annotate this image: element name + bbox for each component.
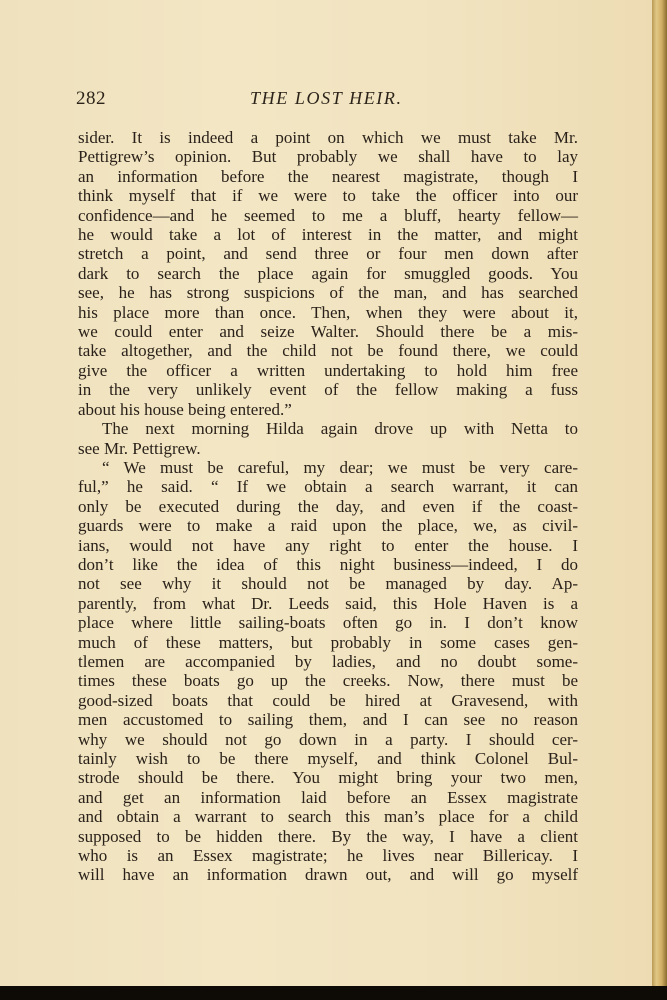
text-line: he would take a lot of interest in the matter, and might xyxy=(78,225,578,245)
text-line: ians, would not have any right to enter the house. I xyxy=(78,535,578,555)
text-line: sider. It is indeed a point on which we must take Mr. xyxy=(78,128,578,147)
running-title: THE LOST HEIR. xyxy=(250,88,403,108)
page-header xyxy=(76,88,578,112)
text-line: guards were to make a raid upon the place, we, as civil- xyxy=(78,516,578,536)
text-line: an information before the nearest magistrate, though I xyxy=(78,166,578,186)
text-line: “ We must be careful, my dear; we must be very care- xyxy=(102,457,578,477)
text-line: take altogether, and the child not be found there, we could xyxy=(78,341,578,361)
text-line: tlemen are accompanied by ladies, and no doubt some- xyxy=(78,651,578,671)
text-line: see Mr. Pettigrew. xyxy=(78,438,201,458)
text-line: we could enter and seize Walter. Should there be a mis- xyxy=(78,322,578,342)
text-line: strode should be there. You might bring your two men, xyxy=(78,768,578,788)
text-line: stretch a point, and send three or four men down after xyxy=(78,244,578,264)
text-line: about his house being entered.” xyxy=(78,399,292,419)
text-line: don’t like the idea of this night business—indeed, I do xyxy=(78,554,578,574)
text-line: place where little sailing-boats often go in. I don’t know xyxy=(78,613,578,633)
text-line: supposed to be hidden there. By the way, I have a client xyxy=(78,826,578,846)
text-line: The next morning Hilda again drove up with Netta to xyxy=(102,419,578,439)
body-text xyxy=(78,128,578,885)
text-line: times these boats go up the creeks. Now, there must be xyxy=(78,671,578,691)
page-edge xyxy=(652,0,667,1000)
text-line: his place more than once. Then, when they were about it, xyxy=(78,302,578,322)
text-line: dark to search the place again for smuggled goods. You xyxy=(78,263,578,283)
text-line: not see why it should not be managed by day. Ap- xyxy=(78,574,578,594)
text-line: why we should not go down in a party. I should cer- xyxy=(78,729,578,749)
text-line: and obtain a warrant to search this man’s place for a child xyxy=(78,807,578,827)
text-line: who is an Essex magistrate; he lives near Billericay. I xyxy=(78,846,578,866)
text-line: give the officer a written undertaking to hold him free xyxy=(78,360,578,380)
text-line: confidence—and he seemed to me a bluff, hearty fellow— xyxy=(78,205,578,225)
text-line: men accustomed to sailing them, and I can see no reason xyxy=(78,710,578,730)
text-line: only be executed during the day, and even if the coast- xyxy=(78,496,578,516)
text-line: much of these matters, but probably in some cases gen- xyxy=(78,632,578,652)
text-line: ful,” he said. “ If we obtain a search warrant, it can xyxy=(78,477,578,497)
page-number: 282 xyxy=(76,88,106,109)
text-line: tainly wish to be there myself, and think Colonel Bul- xyxy=(78,749,578,768)
bottom-shadow xyxy=(0,986,667,1000)
text-line: Pettigrew’s opinion. But probably we shall have to lay xyxy=(78,147,578,167)
text-line: in the very unlikely event of the fellow making a fuss xyxy=(78,380,578,400)
text-line: think myself that if we were to take the officer into our xyxy=(78,186,578,206)
text-line: good-sized boats that could be hired at Gravesend, with xyxy=(78,690,578,710)
text-line: see, he has strong suspicions of the man, and has searched xyxy=(78,283,578,303)
text-line: will have an information drawn out, and will go myself xyxy=(78,865,578,885)
text-line: parently, from what Dr. Leeds said, this Hole Haven is a xyxy=(78,593,578,613)
text-line: and get an information laid before an Essex magistrate xyxy=(78,787,578,807)
